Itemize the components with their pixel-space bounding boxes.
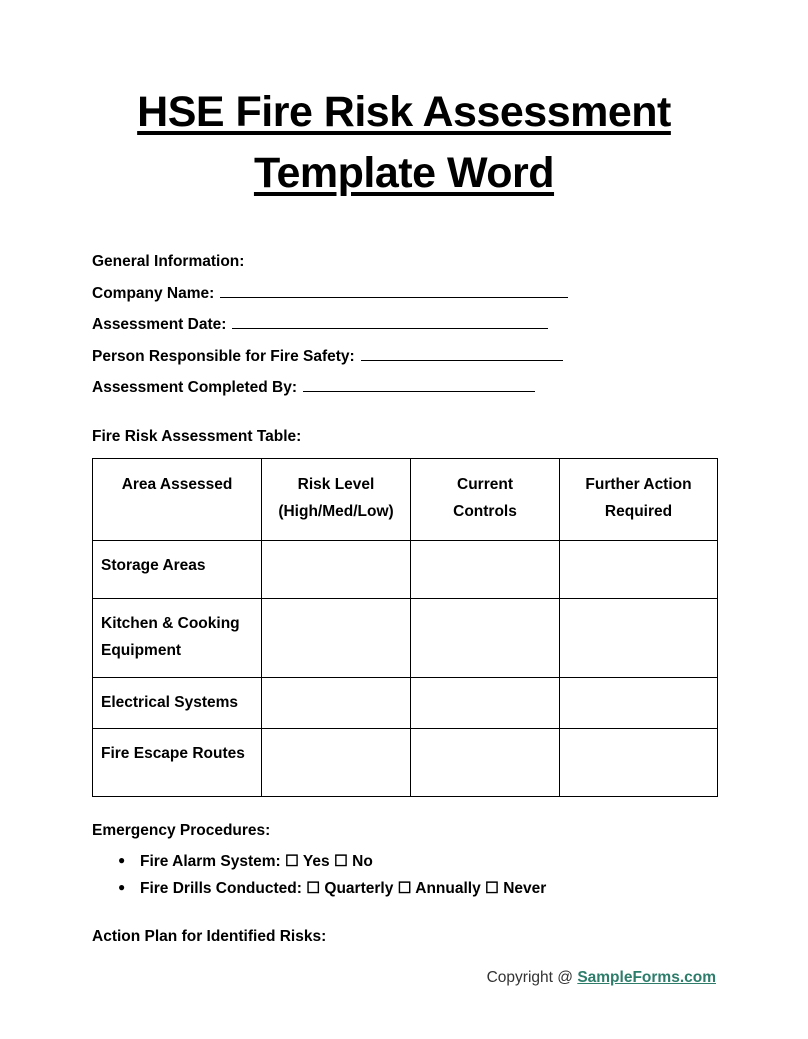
- emergency-procedures-heading: Emergency Procedures:: [92, 822, 271, 840]
- column-header-current-controls-line1: Current: [457, 476, 513, 494]
- field-completed-by-input[interactable]: [303, 377, 535, 392]
- page-title-line-2: Template Word: [253, 149, 555, 198]
- cell-risk-level[interactable]: [262, 599, 411, 677]
- cell-current-controls[interactable]: [411, 599, 560, 677]
- footer: [0, 969, 808, 987]
- column-header-area-assessed-line1: Area Assessed: [121, 476, 233, 494]
- cell-risk-level[interactable]: [262, 677, 411, 729]
- table-row: [93, 541, 718, 599]
- fire-risk-assessment-table-heading: Fire Risk Assessment Table:: [92, 427, 302, 445]
- cell-current-controls[interactable]: [411, 677, 560, 729]
- column-header-further-action-line1: Further Action: [585, 476, 692, 494]
- page-title: [92, 82, 716, 204]
- field-person-responsible-input[interactable]: [361, 346, 563, 361]
- list-item[interactable]: ● Fire Drills Conducted: ☐ Quarterly ☐ Annually ☐ Never: [140, 880, 716, 899]
- page-title-line-1: HSE Fire Risk Assessment: [137, 88, 671, 136]
- column-header-risk-level-line2: (High/Med/Low): [278, 502, 394, 520]
- table-row: [93, 729, 718, 797]
- cell-area-assessed: Electrical Systems: [93, 677, 262, 729]
- field-completed-by-label: Assessment Completed By:: [92, 379, 298, 397]
- column-header-area-assessed: [93, 459, 262, 541]
- field-assessment-date: [92, 314, 716, 333]
- column-header-current-controls: [411, 459, 560, 541]
- emergency-procedures-list: [92, 853, 716, 899]
- column-header-further-action-line2: Required: [604, 502, 673, 520]
- field-completed-by: [92, 377, 716, 396]
- cell-area-assessed: Fire Escape Routes: [93, 729, 262, 797]
- field-company-name-input[interactable]: [220, 283, 568, 298]
- cell-area-assessed: Kitchen & Cooking Equipment: [93, 599, 262, 677]
- table-row: [93, 677, 718, 729]
- cell-further-action[interactable]: [560, 677, 718, 729]
- general-information-heading: General Information:: [92, 253, 245, 271]
- field-person-responsible-label: Person Responsible for Fire Safety:: [92, 347, 355, 365]
- field-company-name: [92, 283, 716, 302]
- table-header-row: [93, 459, 718, 541]
- list-item[interactable]: ● Fire Alarm System: ☐ Yes ☐ No: [140, 853, 716, 872]
- sampleforms-link[interactable]: SampleForms.com: [577, 969, 716, 986]
- action-plan-heading: Action Plan for Identified Risks:: [92, 928, 327, 946]
- table-row: [93, 599, 718, 677]
- cell-further-action[interactable]: [560, 729, 718, 797]
- column-header-current-controls-line2: Controls: [453, 502, 517, 520]
- field-person-responsible: [92, 346, 716, 365]
- column-header-risk-level-line1: Risk Level: [297, 476, 375, 494]
- cell-area-assessed: Storage Areas: [93, 541, 262, 599]
- cell-further-action[interactable]: [560, 599, 718, 677]
- cell-current-controls[interactable]: [411, 729, 560, 797]
- field-assessment-date-input[interactable]: [232, 314, 548, 329]
- copyright-text: Copyright @: [486, 969, 573, 986]
- column-header-risk-level: [262, 459, 411, 541]
- cell-further-action[interactable]: [560, 541, 718, 599]
- cell-current-controls[interactable]: [411, 541, 560, 599]
- fire-risk-assessment-table: [92, 458, 718, 797]
- column-header-further-action: [560, 459, 718, 541]
- field-company-name-label: Company Name:: [92, 284, 215, 302]
- field-assessment-date-label: Assessment Date:: [92, 316, 227, 334]
- cell-risk-level[interactable]: [262, 729, 411, 797]
- cell-risk-level[interactable]: [262, 541, 411, 599]
